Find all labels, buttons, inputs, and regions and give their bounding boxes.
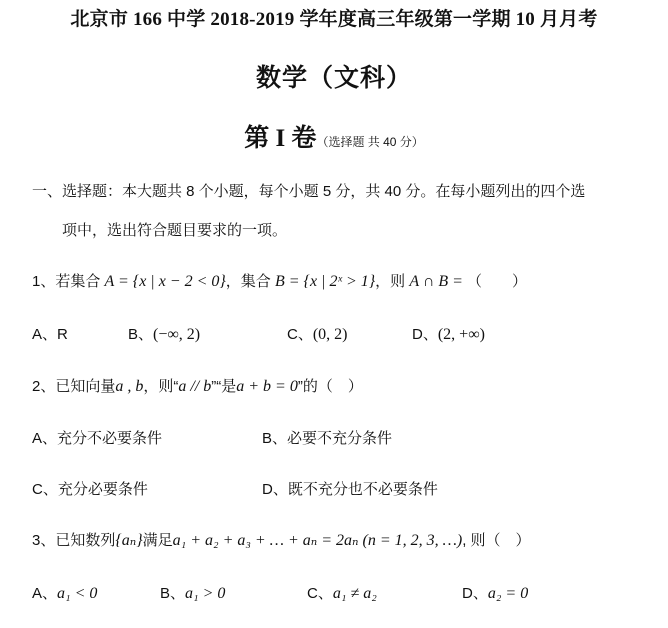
option-label: C、 [32, 481, 58, 498]
option-text: (2, +∞) [437, 326, 485, 343]
question-2 [32, 375, 363, 396]
q1-set-b: B = {x | 2ˣ > 1} [274, 273, 376, 290]
q2-mid: ，则“ [143, 378, 179, 395]
q3-tail: , 则（ ） [462, 532, 531, 549]
q2-option-c[interactable] [32, 478, 148, 499]
section-instructions-line2: 项中，选出符合题目要求的一项。 [62, 222, 288, 239]
q3-option-c[interactable] [307, 582, 377, 603]
q2-option-b[interactable] [262, 427, 392, 448]
q3-prefix: 3、已知数列 [32, 532, 116, 549]
option-text: R [57, 326, 68, 343]
option-label: A、 [32, 326, 58, 343]
option-text: 充分必要条件 [57, 481, 148, 498]
volume-label: 第 I 卷 [244, 125, 317, 152]
option-label: C、 [307, 585, 333, 602]
q1-option-c[interactable] [287, 323, 348, 344]
q2-mid2: ”“是 [211, 378, 237, 395]
option-text: 既不充分也不必要条件 [287, 481, 438, 498]
option-label: B、 [160, 585, 186, 602]
option-label: D、 [262, 481, 288, 498]
q3-option-b[interactable] [160, 582, 225, 603]
option-label: D、 [462, 585, 488, 602]
option-label: A、 [32, 585, 58, 602]
option-label: B、 [262, 430, 288, 447]
q1-tail: （ ） [466, 273, 527, 290]
option-label: C、 [287, 326, 313, 343]
q1-prefix: 1、若集合 [32, 273, 105, 290]
exam-title: 北京市 166 中学 2018-2019 学年度高三年级第一学期 10 月月考 [70, 9, 598, 30]
option-text: a₁ ≠ a₂ [332, 585, 377, 602]
q2-option-a[interactable] [32, 427, 162, 448]
option-text: a₂ = 0 [487, 585, 529, 602]
option-text: a₁ > 0 [185, 585, 226, 602]
q3-option-a[interactable] [32, 582, 97, 603]
q1-mid: ，集合 [225, 273, 275, 290]
q3-equation: a₁ + a₂ + a₃ + … + aₙ = 2aₙ (n = 1, 2, 3, …) [172, 532, 463, 549]
q1-option-a[interactable] [32, 323, 68, 344]
option-text: (−∞, 2) [153, 326, 201, 343]
q2-condition-2: a + b = 0 [236, 378, 298, 395]
q1-set-a: A = {x | x − 2 < 0} [104, 273, 226, 290]
option-text: a₁ < 0 [57, 585, 98, 602]
option-text: (0, 2) [312, 326, 348, 343]
q1-expr: A ∩ B = [409, 273, 467, 290]
question-3 [32, 529, 531, 550]
option-text: 充分不必要条件 [57, 430, 163, 447]
q2-option-d[interactable] [262, 478, 438, 499]
option-label: B、 [128, 326, 154, 343]
q2-vectors: a , b [115, 378, 144, 395]
q2-tail: ”的（ ） [297, 378, 363, 395]
q2-condition-1: a // b [178, 378, 212, 395]
option-label: D、 [412, 326, 438, 343]
volume-title [0, 118, 668, 154]
q3-option-d[interactable] [462, 582, 528, 603]
option-text: 必要不充分条件 [287, 430, 393, 447]
section-instructions-line1: 一、选择题：本大题共 8 个小题，每个小题 5 分，共 40 分。在每小题列出的四个选 [32, 183, 586, 200]
volume-note: （选择题 共 40 分） [316, 135, 424, 149]
q3-mid: 满足 [142, 532, 173, 549]
q1-mid2: ，则 [375, 273, 410, 290]
q3-sequence: {aₙ} [115, 532, 143, 549]
option-label: A、 [32, 430, 58, 447]
q1-option-b[interactable] [128, 323, 200, 344]
q1-option-d[interactable] [412, 323, 485, 344]
q2-prefix: 2、已知向量 [32, 378, 116, 395]
subject-title: 数学（文科） [255, 65, 412, 92]
question-1 [32, 270, 527, 291]
